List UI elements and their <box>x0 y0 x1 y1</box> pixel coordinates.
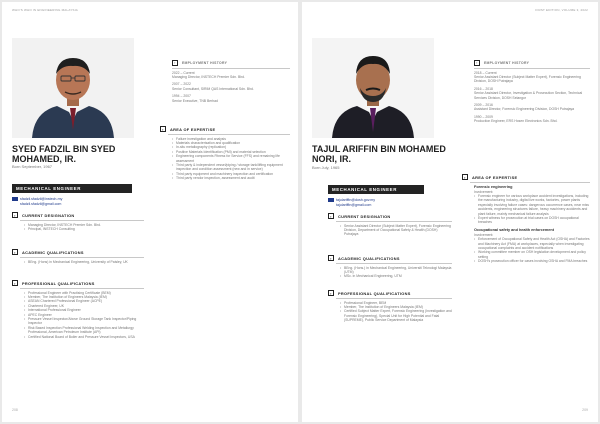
section-marker-icon: › <box>12 249 18 255</box>
list-item: • Senior Assistant Director (Subject Matter Expert), Forensic Engineering Division, Department of Occupational Safety & Health (DOSH) Putrajaya <box>340 224 452 237</box>
birth-date: Born September, 1967 <box>12 164 53 169</box>
section-heading: ACADEMIC QUALIFICATIONS <box>338 255 400 261</box>
list-item: • In-situ metallography (replication) <box>172 145 290 149</box>
employment-period: 1990 – 2009 <box>474 114 493 119</box>
expertise-group-title: Forensic engineering <box>474 184 513 189</box>
list-item: • Member, The Institution of Engineers Malaysia (IEM) <box>24 295 144 299</box>
list-item: • Failure investigation and analysis <box>172 137 290 141</box>
employment-section <box>160 60 290 103</box>
employment-period: 2016 – 2018 <box>474 86 493 91</box>
section-heading: AREA OF EXPERTISE <box>472 174 518 180</box>
list-item: • Certified Subject Matter Expert, Forensic Engineering (Investigation and Forensic Engineering), Special Unit for High Potential and Fatal (SUPREME), Public Service Department of Malaysia <box>340 309 452 322</box>
expertise-group-intro: Involvement: <box>474 189 494 194</box>
list-item: • Risk Based Inspection Professional Welding Inspection and Metallurgy Professional, American Petroleum Institute (API) <box>24 326 144 335</box>
section-marker-icon: › <box>328 213 334 219</box>
professional-section <box>328 290 452 323</box>
employment-role: Senior Assistant Director, Investigation & Prosecution Section, Technical Services Division, DOSH Selangor <box>474 91 583 100</box>
list-item: • Expert witness for prosecution at trial cases on DOSH occupational breaches <box>474 216 590 225</box>
list-item: • Positive Materials Identification (PMI) and material selection <box>172 150 290 154</box>
section-heading: CURRENT DESIGNATION <box>338 213 391 219</box>
section-marker-icon: › <box>160 126 166 132</box>
list-item: • Enforcement of Occupational Safety and Health Act (OSHA) and Factories and Machinery Act (FMA) at workplaces, especially when investigating occupational complaints and accident notifications <box>474 237 590 250</box>
list-item: • Member, The Institution of Engineers Malaysia (IEM) <box>340 305 452 309</box>
divider <box>20 288 144 289</box>
divider <box>20 257 144 258</box>
email-link[interactable]: sfadzil.sfadzil@gmail.com <box>20 202 62 206</box>
employment-period: 2018 – Current <box>474 70 497 75</box>
employment-role: Assistant Director, Forensic Engineering Division, DOSH Putrajaya <box>474 107 575 112</box>
section-heading: PROFESSIONAL QUALIFICATIONS <box>338 290 411 296</box>
section-heading: EMPLOYMENT HISTORY <box>182 60 228 65</box>
list-item: • Managing Director, INSTECH Premier Sdn. Bhd. <box>24 223 144 227</box>
list-item: • Third party equipment and machinery inspection and certification <box>172 172 290 176</box>
section-marker-icon: › <box>474 60 480 66</box>
section-heading: EMPLOYMENT HISTORY <box>484 60 530 65</box>
list-item: • DOSH's prosecution officer for cases involving OSHA and FMA breaches <box>474 259 590 263</box>
employment-role: Senior Executive, TNB Berhad <box>172 98 218 103</box>
academic-section <box>12 249 144 264</box>
email-icon <box>328 198 334 202</box>
list-item: • Engineering components Fitness for Service (FFS) and remaining life assessment <box>172 154 290 163</box>
employment-role: Senior Consultant, SIRIM QAS International Sdn. Bhd. <box>172 86 254 91</box>
list-item: • Certified National Board of Boiler and Pressure Vessel Inspectors, USA <box>24 335 144 339</box>
employment-period: 1994 – 2007 <box>172 94 191 99</box>
list-item: • BEng. (Hons.) in Mechanical Engineering, Universiti Teknologi Malaysia (UTM) <box>340 266 452 275</box>
contact-block <box>328 198 375 208</box>
current-designation-section <box>12 212 144 231</box>
list-item: • Professional Engineer with Practising Certificate (BEM) <box>24 291 144 295</box>
list-item: • Third party vendor inspection, assessment and audit <box>172 176 290 180</box>
expertise-group-title: Occupational safety and health enforcement <box>474 227 554 232</box>
person-name: TAJUL ARIFFIN BIN MOHAMED NORI, IR. <box>312 144 446 164</box>
left-page <box>2 2 298 422</box>
section-heading: CURRENT DESIGNATION <box>22 212 75 218</box>
section-heading: PROFESSIONAL QUALIFICATIONS <box>22 280 95 286</box>
contact-block <box>12 197 62 207</box>
divider <box>168 134 290 135</box>
list-item: • APEC Engineer <box>24 313 144 317</box>
employment-section <box>462 60 590 124</box>
divider <box>20 220 144 221</box>
employment-period: 2022 – Current <box>172 70 195 75</box>
section-marker-icon: › <box>328 255 334 261</box>
list-item: • Working committee member on OSH legislation development and policy setting <box>474 250 590 259</box>
expertise-group-intro: Involvement: <box>474 232 494 237</box>
professional-section <box>12 280 144 339</box>
running-head: WHO'S WHO IN ENGINEERING MALAYSIA <box>12 8 78 12</box>
academic-section <box>328 255 452 279</box>
current-designation-section <box>328 213 452 237</box>
section-heading: ACADEMIC QUALIFICATIONS <box>22 249 84 255</box>
email-link[interactable]: tajulariffin@dosh.gov.my <box>336 198 376 202</box>
divider <box>336 221 452 222</box>
discipline-banner: MECHANICAL ENGINEER <box>12 184 132 193</box>
list-item: • BEng. (Hons) in Mechanical Engineering, University of Paisley, UK <box>24 260 144 264</box>
divider <box>336 263 452 264</box>
list-item: • Pressure Vessel Inspector/Above Ground Storage Tank Inspector/Piping Inspector <box>24 317 144 326</box>
list-item: • Forensic engineer for various workplace accident investigations, including the manufacturing industry, digital live works, factories, power plants especially involving failure cases: dangerous occurrence cases, near miss accidents, engineering structures failure, heavy machinery accidents and plant failure, mainly mechanical failure analysis <box>474 194 590 216</box>
section-marker-icon: › <box>462 174 468 180</box>
divider <box>336 298 452 299</box>
section-marker-icon: › <box>172 60 178 66</box>
employment-period: 2009 – 2016 <box>474 103 493 108</box>
discipline-banner: MECHANICAL ENGINEER <box>328 185 424 194</box>
list-item: • International Professional Engineer <box>24 308 144 312</box>
email-icon <box>12 197 18 201</box>
divider <box>172 68 290 69</box>
list-item: • Chartered Engineer, UK <box>24 304 144 308</box>
email-link[interactable]: tajulariffin@gmail.com <box>336 203 372 207</box>
portrait-illustration <box>312 38 434 138</box>
section-marker-icon: › <box>12 212 18 218</box>
list-item: • Materials characterisation and qualification <box>172 141 290 145</box>
list-item: • Professional Engineer, BEM <box>340 301 452 305</box>
employment-role: Production Engineer, ERS Hosen Electronics Sdn. Bhd. <box>474 119 558 124</box>
divider <box>474 68 590 69</box>
list-item: • Principal, INSTECH Consulting <box>24 227 144 231</box>
divider <box>470 182 590 183</box>
section-marker-icon: › <box>328 290 334 296</box>
person-name: SYED FADZIL BIN SYED MOHAMED, IR. <box>12 144 116 164</box>
profile-photo <box>312 38 434 138</box>
list-item: • Third party & independent vessel/piping / storage tank/lifting equipment inspection and condition assessment (new and in service) <box>172 163 290 172</box>
section-heading: AREA OF EXPERTISE <box>170 126 216 132</box>
right-page <box>302 2 598 422</box>
employment-role: Senior Assistant Director (Subject Matter Expert), Forensic Engineering Division, DOSH Putrajaya <box>474 75 581 84</box>
running-head: FIRST EDITION, VOLUME 3, 2022 <box>535 8 588 12</box>
expertise-section <box>160 126 290 181</box>
portrait-illustration <box>12 38 134 138</box>
expertise-section <box>462 174 590 264</box>
section-marker-icon: › <box>12 280 18 286</box>
employment-period: 2007 – 2022 <box>172 82 191 87</box>
employment-role: Managing Director, INSTECH Premier Sdn. Bhd. <box>172 75 245 79</box>
birth-date: Born July, 1965 <box>312 165 340 170</box>
list-item: • ASEAN Chartered Professional Engineer (ACPE) <box>24 299 144 303</box>
page-number: 209 <box>582 408 588 412</box>
profile-photo <box>12 38 134 138</box>
page-number: 208 <box>12 408 18 412</box>
list-item: • MSc. in Mechanical Engineering, UTM <box>340 274 452 278</box>
email-link[interactable]: sfadzil.sfadzil@instech-my <box>20 197 63 201</box>
